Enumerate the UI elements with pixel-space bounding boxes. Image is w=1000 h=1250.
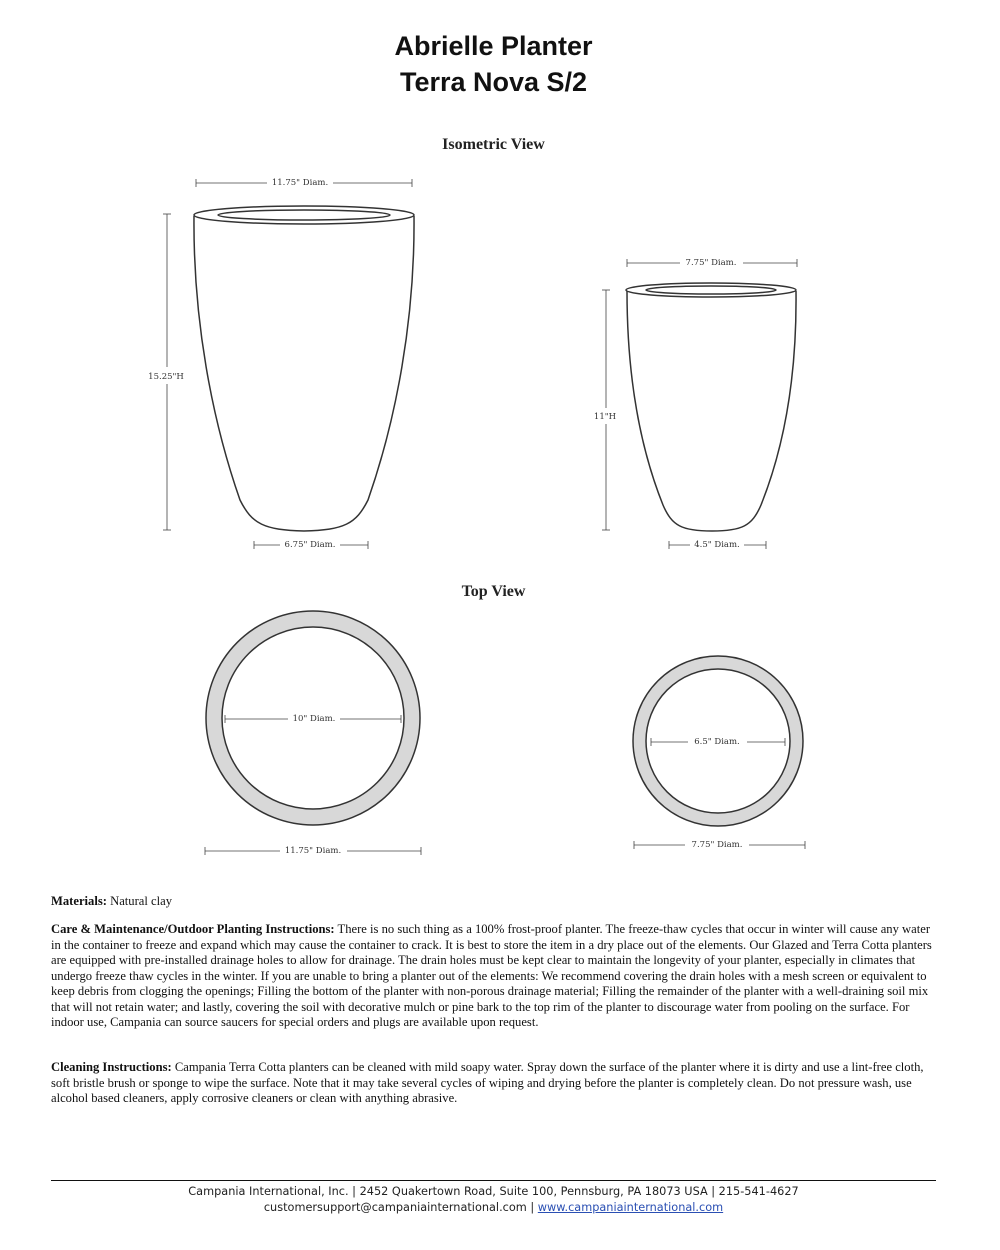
footer-divider	[51, 1180, 936, 1181]
small-bottom-diameter-label: 4.5" Diam.	[694, 540, 740, 550]
care-section	[51, 922, 941, 1031]
small-outer-diameter-label: 7.75" Diam.	[691, 840, 743, 850]
care-label: Care & Maintenance/Outdoor Planting Instructions:	[51, 922, 335, 936]
footer-contact	[0, 1201, 987, 1214]
large-planter-dimensions	[163, 179, 412, 549]
footer-email[interactable]: customersupport@campaniainternational.com	[263, 1201, 527, 1214]
materials-text: Natural clay	[110, 894, 172, 908]
cleaning-text: Campania Terra Cotta planters can be cleaned with mild soapy water. Spray down the surface of the planter where it is dirty and use a lint-free cloth, soft bristle brush or sponge to wipe the surface. Note that it may take several cycles of wiping and drying before the planter is completely clean. Do not pressure wash, use alcohol based cleaners, apply corrosive cleaners or clean with anything abrasive.	[51, 1060, 924, 1105]
page-title: Abrielle Planter	[394, 31, 593, 61]
cleaning-section	[51, 1060, 941, 1107]
small-inner-diameter-label: 6.5" Diam.	[694, 737, 740, 747]
large-top-diameter-label: 11.75" Diam.	[271, 178, 329, 188]
large-planter-rim-inner	[218, 210, 390, 220]
small-planter-rim-outer	[626, 283, 796, 297]
footer-address: Campania International, Inc. | 2452 Quakertown Road, Suite 100, Pennsburg, PA 18073 USA | 215-541-4627	[188, 1185, 799, 1198]
footer-website-link[interactable]: www.campaniainternational.com	[537, 1201, 724, 1214]
top-view-heading: Top View	[461, 583, 526, 600]
large-outer-diameter-label: 11.75" Diam.	[284, 846, 342, 856]
care-text: There is no such thing as a 100% frost-proof planter. The freeze-thaw cycles that occur in winter will cause any water in the container to freeze and expand which may cause the container to crack. It is best to store the item in a dry place out of the elements. Our Glazed and Terra Cotta planters are equipped with pre-installed drainage holes to allow for drainage. The drain holes must be kept clear to maintain the longevity of your planter, especially in climates that undergo freeze thaw cycles in the winter. If you are unable to bring a planter out of the elements: We recommend covering the drain holes with a mesh screen or equivalent to keep debris from clogging the openings; Filling the bottom of the planter with non-porous drainage material; Filling the remainder of the planter with a well-draining soil mix that will not retain water; and lastly, covering the soil with decorative mulch or pine bark to the top rim of the planter to discourage water from pooling on the surface. For indoor use, Campania can source saucers for special orders and plugs are available upon request.	[51, 922, 932, 1029]
small-planter-rim-inner	[646, 286, 776, 294]
page-subtitle: Terra Nova S/2	[399, 67, 588, 97]
small-planter-dimensions	[602, 259, 797, 549]
materials-label: Materials:	[51, 894, 107, 908]
small-top-diameter-label: 7.75" Diam.	[685, 258, 737, 268]
materials-section	[51, 894, 941, 910]
isometric-view-heading: Isometric View	[442, 136, 545, 153]
large-height-label: 15.25"H	[148, 372, 184, 382]
small-planter-body	[627, 291, 796, 531]
large-bottom-diameter-label: 6.75" Diam.	[284, 540, 336, 550]
large-planter-body	[194, 216, 414, 531]
large-planter-rim-outer	[194, 206, 414, 224]
footer-separator: |	[530, 1201, 535, 1214]
cleaning-label: Cleaning Instructions:	[51, 1060, 172, 1074]
small-planter-elevation	[626, 283, 796, 531]
large-planter-elevation	[194, 206, 414, 531]
small-height-label: 11"H	[593, 412, 617, 422]
large-inner-diameter-label: 10" Diam.	[292, 714, 336, 724]
